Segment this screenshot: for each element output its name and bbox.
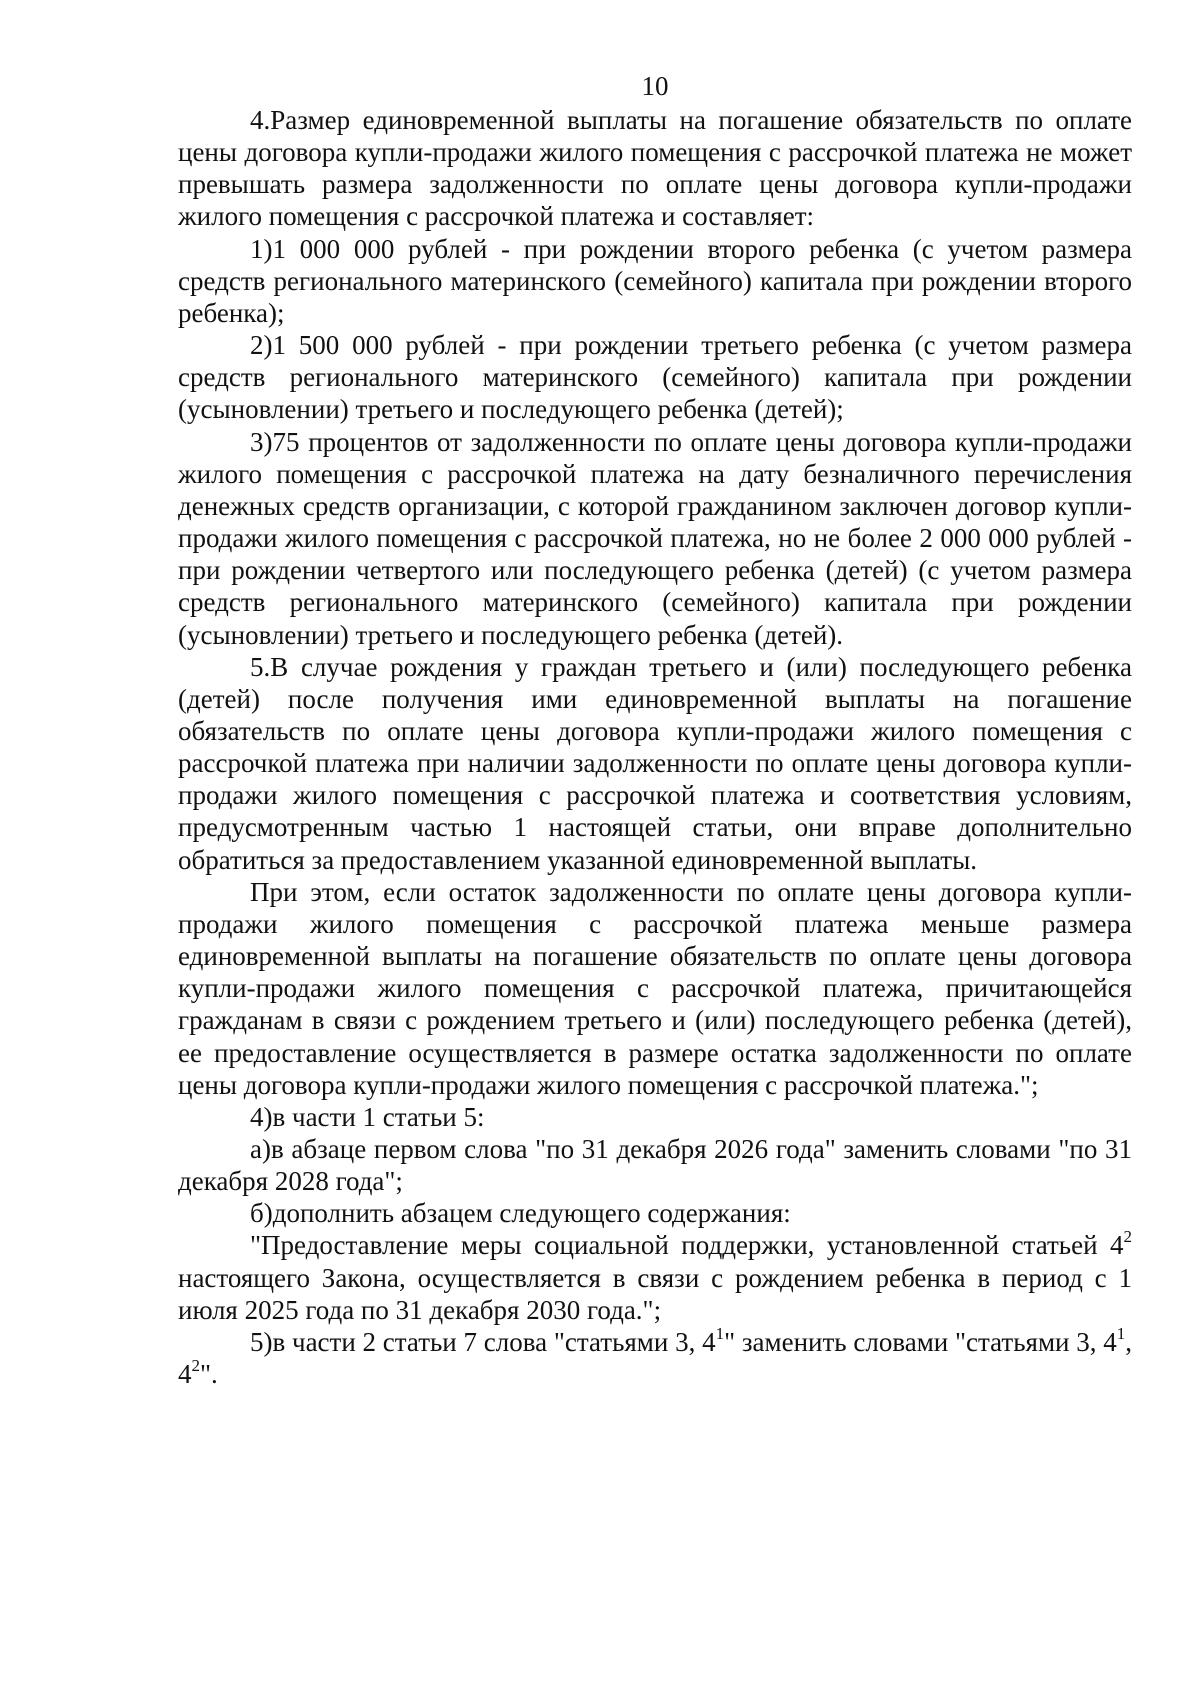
page-number: 10 bbox=[641, 71, 669, 101]
item5-superscript-2: 1 bbox=[1116, 1323, 1126, 1343]
amendment-item-4b: б)дополнить абзацем следующего содержания: bbox=[250, 1198, 791, 1229]
quote-text-after: настоящего Закона, осуществляется в связи с рождением ребенка в период с 1 июля 2025 года по 31 декабря 2030 года."; bbox=[178, 1262, 1132, 1325]
item5-text-a: 5)в части 2 статьи 7 слова "статьями 3, 4 bbox=[250, 1326, 716, 1357]
amendment-quote bbox=[178, 1229, 1132, 1325]
paragraph-4-item-1: 1)1 000 000 рублей - при рождении второго ребенка (с учетом размера средств регионального материнского (семейного) капитала при рождении второго ребенка); bbox=[178, 233, 1132, 328]
item5-superscript-3: 2 bbox=[191, 1356, 200, 1376]
item5-text-c: , 4 bbox=[178, 1326, 1132, 1390]
item5-superscript-1: 1 bbox=[715, 1323, 725, 1343]
amendment-item-4a: а)в абзаце первом слова "по 31 декабря 2026 года" заменить словами "по 31 декабря 2028 года"; bbox=[178, 1134, 1132, 1197]
paragraph-4-item-2: 2)1 500 000 рублей - при рождении третьего ребенка (с учетом размера средств регионального материнского (семейного) капитала при рождении (усыновлении) третьего и последующего ребенка (детей); bbox=[178, 330, 1132, 425]
paragraph-5-continuation: При этом, если остаток задолженности по оплате цены договора купли-продажи жилого помещения с рассрочкой платежа меньше размера единовременной выплаты на погашение обязательств по оплате цены договора купли-продажи жилого помещения с рассрочкой платежа, причитающейся гражданам в связи с рождением третьего и (или) последующего ребенка (детей), ее предоставление осуществляется в размере остатка задолженности по оплате цены договора купли-продажи жилого помещения с рассрочкой платежа."; bbox=[178, 876, 1132, 1100]
item5-text-b: " заменить словами "статьями 3, 4 bbox=[724, 1326, 1117, 1357]
amendment-item-4: 4)в части 1 статьи 5: bbox=[250, 1101, 485, 1132]
paragraph-5: 5.В случае рождения у граждан третьего и (или) последующего ребенка (детей) после получения ими единовременной выплаты на погашение обязательств по оплате цены договора купли-продажи жилого помещения с рассрочкой платежа при наличии задолженности по оплате цены договора купли-продажи жилого помещения с рассрочкой платежа и соответствия условиям, предусмотренным частью 1 настоящей статьи, они вправе дополнительно обратиться за предоставлением указанной единовременной выплаты. bbox=[178, 651, 1132, 875]
amendment-item-5 bbox=[178, 1323, 1132, 1390]
paragraph-4: 4.Размер единовременной выплаты на погашение обязательств по оплате цены договора купли-продажи жилого помещения с рассрочкой платежа не может превышать размера задолженности по оплате цены договора купли-продажи жилого помещения с рассрочкой платежа и составляет: bbox=[178, 105, 1132, 232]
paragraph-4-item-3: 3)75 процентов от задолженности по оплате цены договора купли-продажи жилого помещения с рассрочкой платежа на дату безналичного перечисления денежных средств организации, с которой гражданином заключен договор купли-продажи жилого помещения с рассрочкой платежа, но не более 2 000 000 рублей - при рождении четвертого или последующего ребенка (детей) (с учетом размера средств регионального материнского (семейного) капитала при рождении (усыновлении) третьего и последующего ребенка (детей). bbox=[178, 426, 1132, 650]
item5-text-d: ". bbox=[200, 1359, 218, 1390]
quote-superscript: 2 bbox=[1123, 1227, 1132, 1247]
quote-text-before: "Предоставление меры социальной поддержки, установленной статьей 4 bbox=[250, 1230, 1124, 1261]
document-body bbox=[178, 104, 1132, 1390]
